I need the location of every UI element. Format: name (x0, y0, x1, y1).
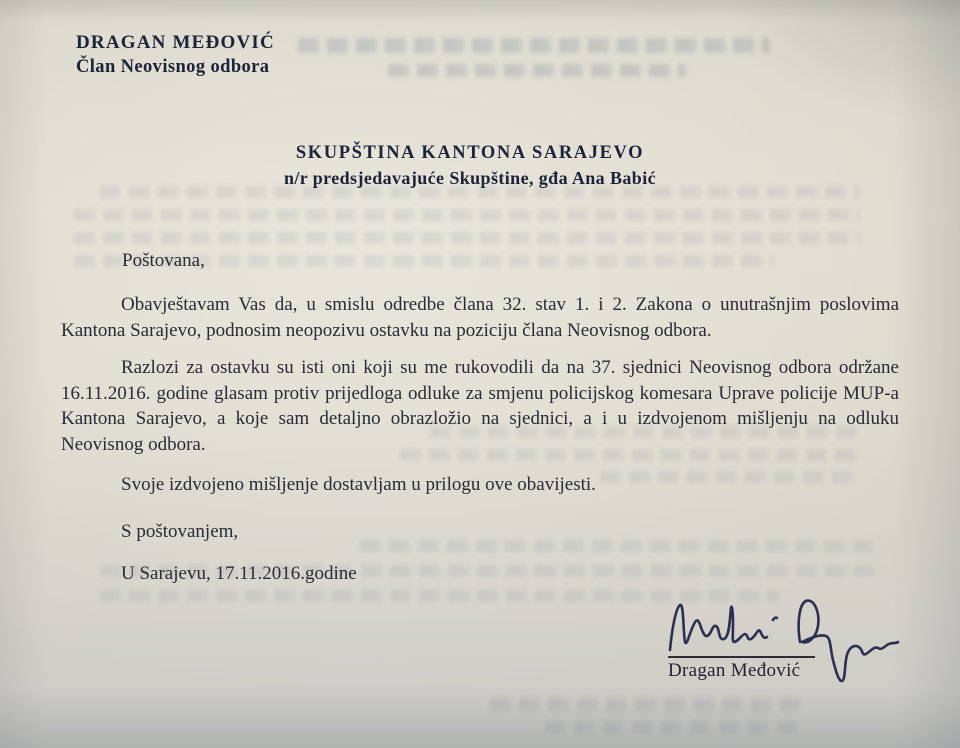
bleedthrough-line (490, 698, 800, 711)
bleedthrough-line (545, 721, 800, 734)
bleedthrough-line (74, 232, 860, 244)
paragraph-2: Razlozi za ostavku su isti oni koji su me rukovodili da na 37. sjednici Neovisnog odbora održane 16.11.2016. godine glasam protiv prijedloga odluke za smjenu policijskog komesara Uprave policije MUP-a Kantona Sarajevo, a koje sam detaljno obrazložio na sjednici, a i u izdvojenom mišljenju na odluku Neovisnog odbora. (61, 357, 899, 455)
paragraph-3: Svoje izdvojeno mišljenje dostavljam u prilogu ove obavijesti. (121, 474, 596, 495)
recipient-attention-line: n/r predsjedavajuće Skupštine, gđa Ana Babić (283, 168, 656, 188)
closing-line: S poštovanjem, (121, 521, 239, 542)
recipient-organization: SKUPŠTINA KANTONA SARAJEVO (295, 143, 645, 163)
place-date-line: U Sarajevu, 17.11.2016.godine (121, 563, 357, 584)
sender-role: Član Neovisnog odbora (76, 57, 270, 77)
bleedthrough-line (298, 38, 770, 53)
bleedthrough-line (360, 540, 880, 552)
bleedthrough-line (74, 209, 860, 221)
salutation: Poštovana, (122, 250, 205, 271)
sender-name: DRAGAN MEĐOVIĆ (76, 32, 275, 53)
bleedthrough-line (388, 64, 686, 77)
sender-block (76, 30, 275, 80)
paragraph-1: Obavještavam Vas da, u smislu odredbe člana 32. stav 1. i 2. Zakona o unutrašnjim poslovima Kantona Sarajevo, podnosim neopozivu ostavku na poziciju člana Neovisnog odbora. (61, 294, 899, 341)
recipient-block (0, 141, 940, 191)
signatory-printed-name: Dragan Međović (668, 660, 801, 681)
signature-rule (668, 656, 815, 658)
